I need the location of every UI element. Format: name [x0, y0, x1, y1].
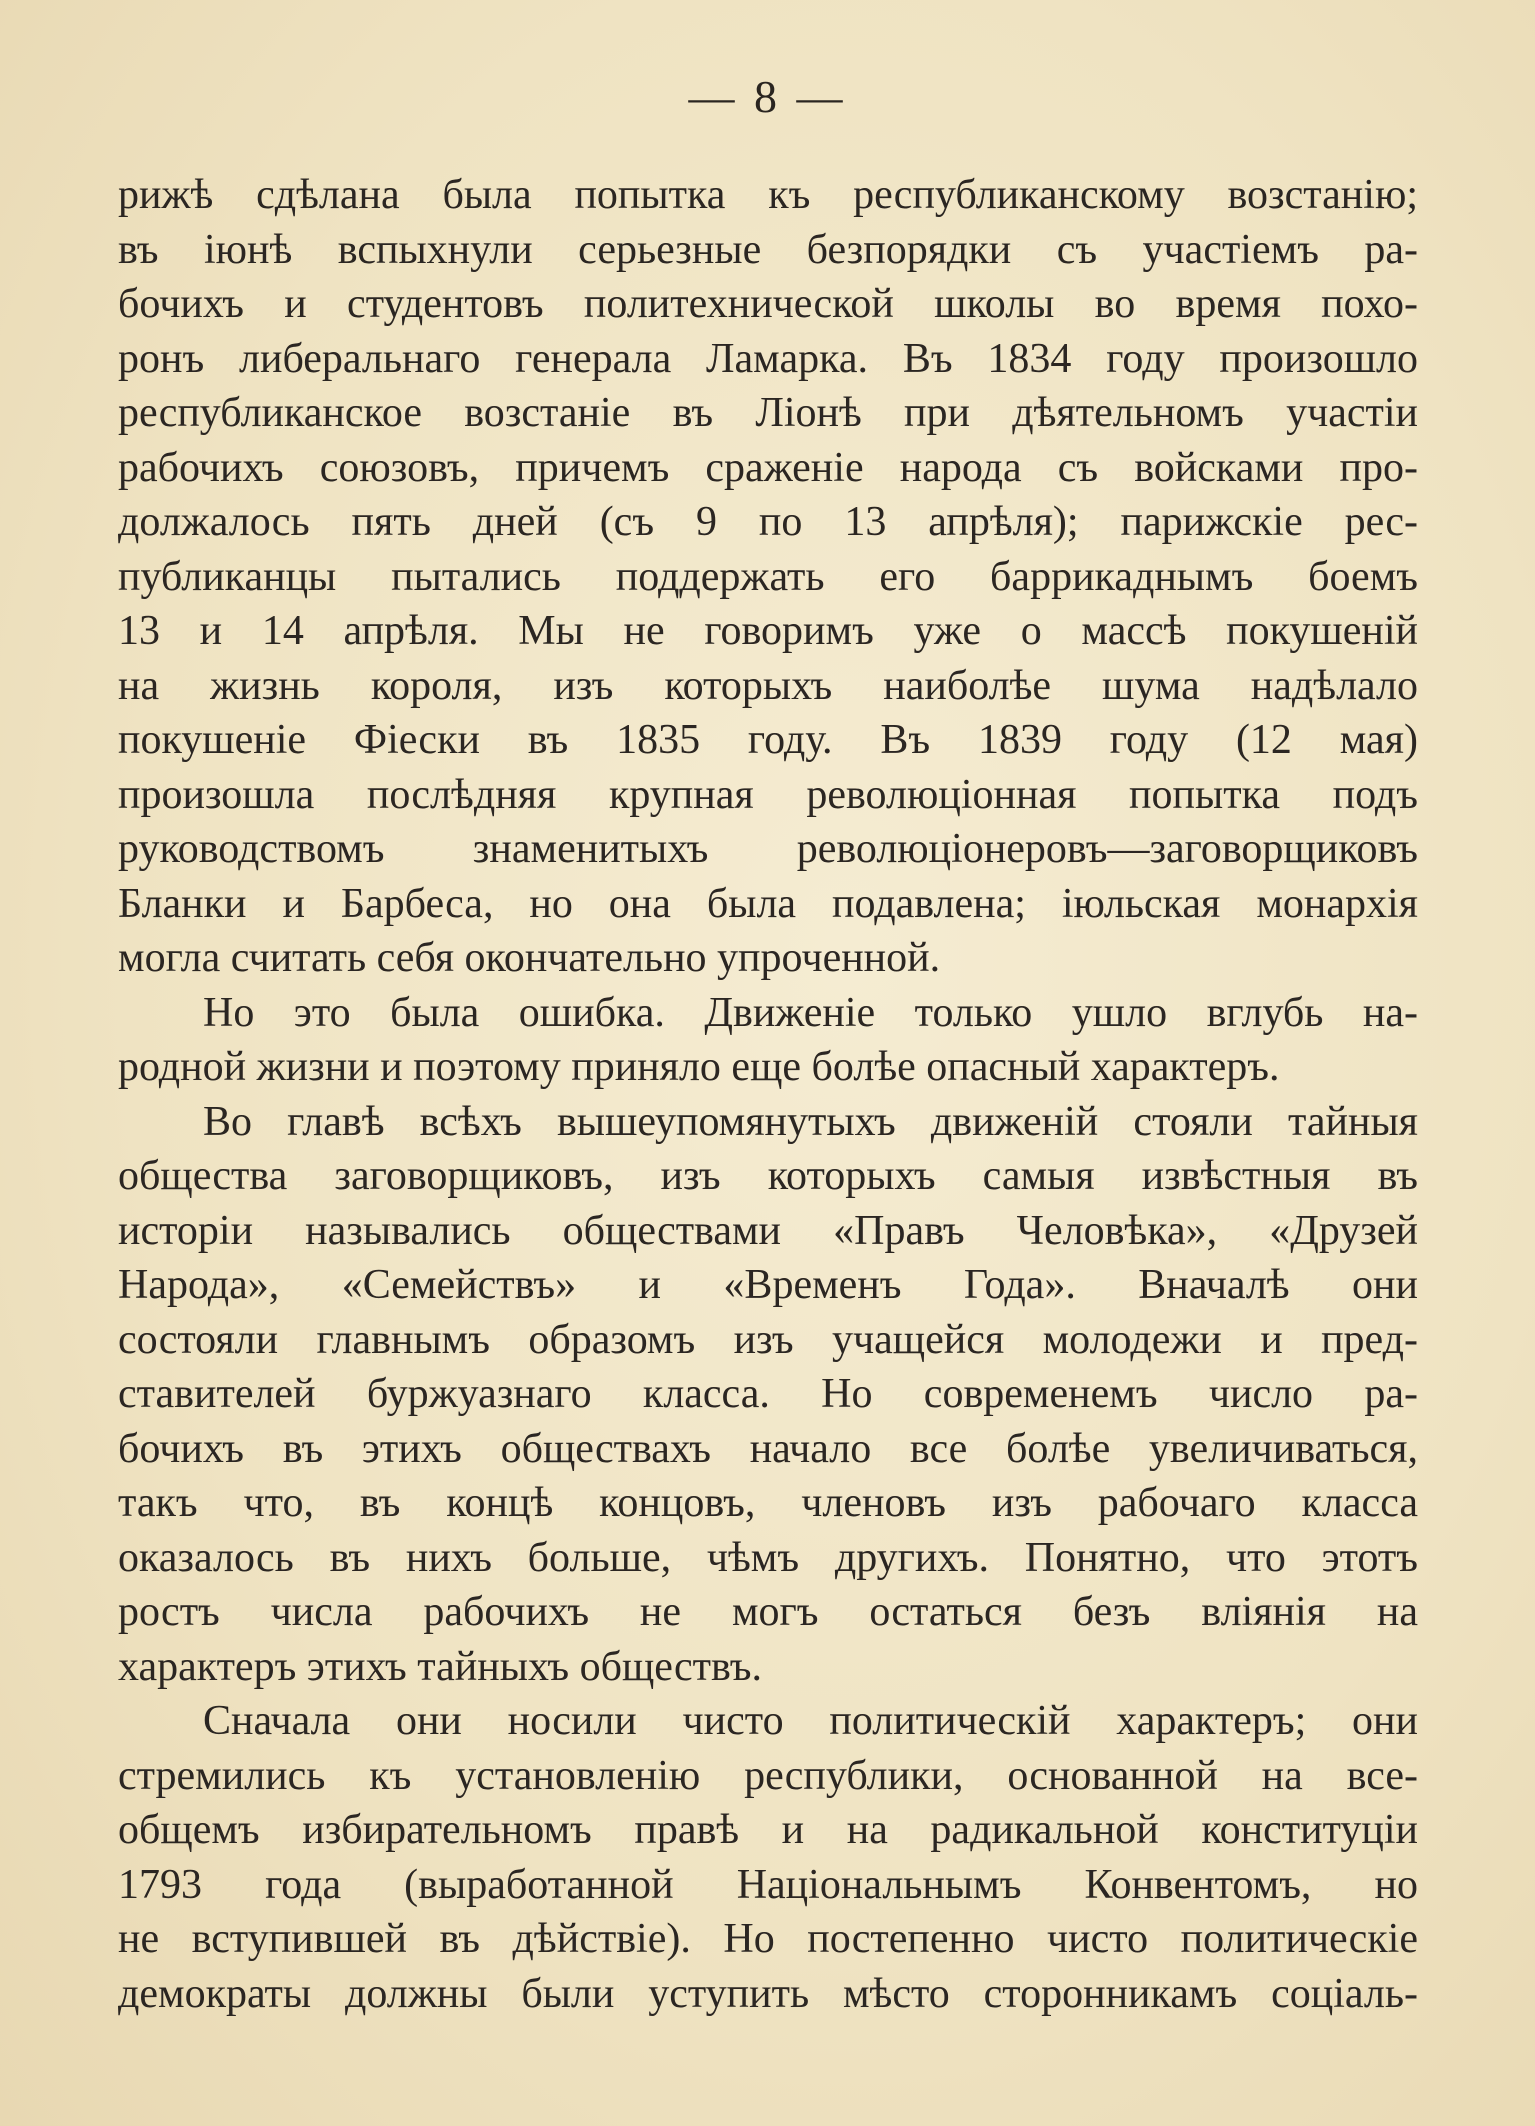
- text-line: произошла послѣдняя крупная революціонная попытка подъ: [118, 771, 1418, 818]
- text-line: бочихъ и студентовъ политехнической школы во время похо-: [118, 281, 1418, 327]
- text-line: въ іюнѣ вспыхнули серьезные безпорядки съ участіемъ ра-: [118, 226, 1418, 273]
- text-line: рабочихъ союзовъ, причемъ сраженіе народа съ войсками про-: [118, 444, 1418, 491]
- text-line: покушеніе Фіески въ 1835 году. Въ 1839 году (12 мая): [118, 717, 1418, 763]
- text-line: 1793 года (выработанной Національнымъ Конвентомъ, но: [118, 1861, 1418, 1908]
- text-line: публиканцы пытались поддержать его баррикаднымъ боемъ: [118, 553, 1418, 600]
- body-text: [118, 168, 1418, 2021]
- text-line: стремились къ установленію республики, основанной на все-: [118, 1752, 1418, 1799]
- text-line: Во главѣ всѣхъ вышеупомянутыхъ движеній стояли тайныя: [203, 1098, 1418, 1145]
- text-line: характеръ этихъ тайныхъ обществъ.: [118, 1643, 762, 1690]
- text-line: родной жизни и поэтому приняло еще болѣе опасный характеръ.: [118, 1044, 1280, 1090]
- text-line: ронъ либеральнаго генерала Ламарка. Въ 1834 году произошло: [118, 335, 1418, 382]
- text-line: Бланки и Барбеса, но она была подавлена; іюльская монархія: [118, 880, 1418, 927]
- text-line: демократы должны были уступить мѣсто сторонникамъ соціаль-: [118, 1970, 1418, 2017]
- text-line: должалось пять дней (съ 9 по 13 апрѣля); парижскіе рес-: [118, 499, 1418, 545]
- text-line: руководствомъ знаменитыхъ революціонеровъ—заговорщиковъ: [118, 826, 1418, 872]
- text-line: ставителей буржуазнаго класса. Но современемъ число ра-: [118, 1371, 1418, 1417]
- text-line: рижѣ сдѣлана была попытка къ республиканскому возстанію;: [118, 172, 1418, 218]
- text-line: исторіи назывались обществами «Правъ Человѣка», «Друзей: [118, 1207, 1418, 1254]
- text-line: могла считать себя окончательно упроченной.: [118, 935, 941, 981]
- text-line: Но это была ошибка. Движеніе только ушло вглубь на-: [203, 989, 1418, 1036]
- text-line: на жизнь короля, изъ которыхъ наиболѣе шума надѣлало: [118, 662, 1418, 709]
- text-line: общества заговорщиковъ, изъ которыхъ самыя извѣстныя въ: [118, 1153, 1418, 1199]
- text-line: оказалось въ нихъ больше, чѣмъ другихъ. Понятно, что этотъ: [118, 1534, 1418, 1581]
- text-line: такъ что, въ концѣ концовъ, членовъ изъ рабочаго класса: [118, 1480, 1418, 1526]
- page-number: — 8 —: [688, 71, 847, 122]
- text-line: не вступившей въ дѣйствіе). Но постепенно чисто политическіе: [118, 1916, 1418, 1962]
- text-line: республиканское возстаніе въ Ліонѣ при дѣятельномъ участіи: [118, 390, 1418, 436]
- text-line: бочихъ въ этихъ обществахъ начало все болѣе увеличиваться,: [118, 1425, 1418, 1472]
- text-line: Народа», «Семействъ» и «Временъ Года». Вначалѣ они: [118, 1262, 1418, 1308]
- text-line: ростъ числа рабочихъ не могъ остаться безъ вліянія на: [118, 1589, 1418, 1635]
- text-line: состояли главнымъ образомъ изъ учащейся молодежи и пред-: [118, 1316, 1418, 1363]
- text-line: 13 и 14 апрѣля. Мы не говоримъ уже о массѣ покушеній: [118, 608, 1418, 654]
- text-line: общемъ избирательномъ правѣ и на радикальной конституціи: [118, 1807, 1418, 1853]
- text-line: Сначала они носили чисто политическій характеръ; они: [203, 1698, 1418, 1744]
